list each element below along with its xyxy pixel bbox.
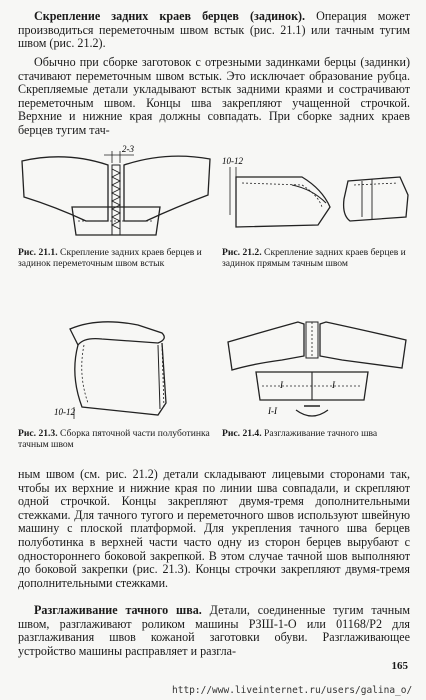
paragraph-tight-seam: ным швом (см. рис. 21.2) детали складывают лицевыми сторонами так, чтобы их верхние и нижние края по линии шва совпадали, и скрепляют одной строчкой. Концы закрепляют двумя-тремя дополнительными стежками. Для тачного тугого и переметочного швов используют швейную машину с плоской платформой. Для укрепления тачного шва берцев полуботинка в верхней части часто одну из сторон берцев вырубают с одностороннего боковой закрепкой. В этом случае тачной шов выполняют до боковой закрепки (рис. 21.3). Концы строчки закрепляют двумя-тремя дополнительными стежками. — [18, 467, 410, 590]
caption-21-1-text: Скрепление задних краев берцев и задинок переметочным швом встык — [18, 247, 202, 269]
figure-21-1 — [16, 145, 216, 243]
caption-21-4-text: Разглаживание тачного шва — [261, 428, 378, 439]
paragraph-body: Детали, соединенные тугим тачным швом, разглаживают роликом машины РЗШ-1-О или 01168/Р2 для разглаживания швов кожаной заготовки обуви. Разглаживающее устройство машины расправляет и разгла- — [18, 603, 410, 658]
caption-21-2-number: Рис. 21.2. — [222, 247, 262, 258]
caption-21-2 — [222, 247, 408, 269]
section-heading-smoothing: Разглаживание тачного шва. — [34, 603, 202, 617]
paragraph-smoothing — [18, 604, 410, 658]
figure-21-3-dimension: 10-12 — [54, 407, 75, 417]
caption-21-3 — [18, 428, 218, 450]
caption-21-2-text: Скрепление задних краев берцев и задинок прямым тачным швом — [222, 247, 406, 269]
paragraph-butt-seam: Обычно при сборке заготовок с отрезными задинками берцы (задинки) стачивают переметочным швом встык. Это исключает образование рубца. Скрепляемые детали укладывают встык задними краями и сострачивают переметочным швом. Концы шва закрепляют учащенной строчкой. Верхние и нижние края должны совпадать. При сборке задних краев берцев тугим тач- — [18, 55, 410, 137]
section-heading-joining: Скрепление задних краев берцев (задинок). — [34, 9, 306, 23]
paragraph-seam-joining — [18, 10, 410, 51]
watermark-url: http://www.liveinternet.ru/users/galina_o/ — [172, 685, 413, 696]
caption-21-3-text: Сборка пяточной части полуботинка тачным швом — [18, 428, 210, 450]
figure-21-2-dimension: 10-12 — [222, 156, 243, 166]
caption-21-1-number: Рис. 21.1. — [18, 247, 58, 258]
figure-21-1-dimension: 2-3 — [122, 145, 134, 154]
caption-21-4 — [222, 428, 408, 439]
figure-21-2 — [222, 155, 412, 240]
caption-21-3-number: Рис. 21.3. — [18, 428, 58, 439]
figure-21-3 — [18, 315, 218, 420]
page-number: 165 — [391, 660, 408, 672]
caption-21-4-number: Рис. 21.4. — [222, 428, 262, 439]
figure-21-4-mark-b: I — [332, 380, 335, 390]
paragraph-body: Операция может производиться переметочным швом встык (рис. 21.1) или тачным тугим швом (рис. 21.2). — [18, 9, 410, 51]
figure-21-4-section-label: I-I — [268, 406, 277, 416]
figure-21-4 — [222, 310, 412, 425]
figure-21-4-mark-a: I — [280, 380, 283, 390]
caption-21-1 — [18, 247, 214, 269]
